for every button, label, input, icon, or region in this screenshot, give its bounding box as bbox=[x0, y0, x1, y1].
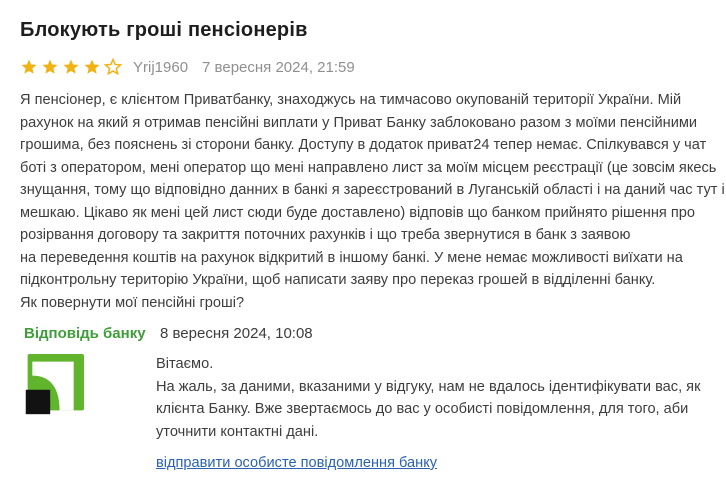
review-title: Блокують гроші пенсіонерів bbox=[20, 19, 308, 41]
review-body-line: Я пенсіонер, є клієнтом Приватбанку, знаходжусь на тимчасово окупованій території України. Мій bbox=[20, 92, 682, 108]
bank-reply-section bbox=[20, 324, 706, 475]
bank-reply-line: Вітаємо. bbox=[156, 356, 214, 372]
review-body-line: Як повернути мої пенсійні гроші? bbox=[20, 294, 245, 311]
review-body-line: мешкаю. Цікаво як мені цей лист сюди буде доставлено) відповів що банком прийнято рішення про bbox=[20, 204, 695, 221]
bank-reply-line: клієнта Банку. Вже звертаємось до вас у особисті повідомлення, для того, аби bbox=[156, 401, 689, 417]
review-body-line: підконтрольну територію України, щоб написати заяву про переказ грошей в відділенні банку. bbox=[20, 272, 656, 288]
bank-reply-body bbox=[156, 353, 700, 475]
review-body bbox=[20, 89, 725, 314]
bank-logo-wrap bbox=[20, 353, 156, 475]
review-author[interactable]: Yrij1960 bbox=[133, 58, 189, 76]
send-private-message-link[interactable]: відправити особисте повідомлення банку bbox=[156, 455, 438, 471]
review-body-line: грошима, без пояснень зі сторони банку. Доступу в додаток приват24 тепер немає. Спілкувався у чат bbox=[20, 137, 707, 153]
star-filled-icon bbox=[41, 58, 59, 76]
bank-reply-line: На жаль, за даними, вказаними у відгуку, нам не вдалось ідентифікувати вас, як bbox=[156, 378, 701, 395]
review-date: 7 вересня 2024, 21:59 bbox=[202, 58, 355, 76]
bank-reply-date: 8 вересня 2024, 10:08 bbox=[160, 325, 313, 342]
rating-stars bbox=[20, 58, 122, 76]
review-meta-row bbox=[20, 57, 706, 77]
review-body-line: знущання, тому що відповідно данних в банкі я зареєстрований в Луганській області і на даний час тут і bbox=[20, 182, 725, 198]
privatbank-logo-icon bbox=[22, 353, 84, 419]
star-filled-icon bbox=[20, 58, 38, 76]
bank-reply-main bbox=[20, 353, 706, 475]
review-body-line: боті з оператором, мені оператор що мені направлено лист за моїм місцем реєстрації (це зовсім якесь bbox=[20, 159, 717, 176]
bank-reply-label: Відповідь банку bbox=[24, 325, 146, 342]
review-body-line: рахунок на який я отримав пенсійні виплати у Приват Банку заблоковано разом з моїми пенсійними bbox=[20, 114, 698, 131]
review-body-line: на переведення коштів на рахунок відкритий в іншому банкі. У мене немає можливості виїхати на bbox=[20, 249, 683, 266]
star-filled-icon bbox=[83, 58, 101, 76]
bank-reply-header bbox=[20, 324, 706, 343]
bank-reply-line: уточнити контактні дані. bbox=[156, 423, 319, 440]
review-body-line: розірвання договору та закриття поточних рахунків і що треба звернутися в банк з заявою bbox=[20, 227, 631, 243]
star-empty-icon bbox=[104, 58, 122, 76]
star-filled-icon bbox=[62, 58, 80, 76]
